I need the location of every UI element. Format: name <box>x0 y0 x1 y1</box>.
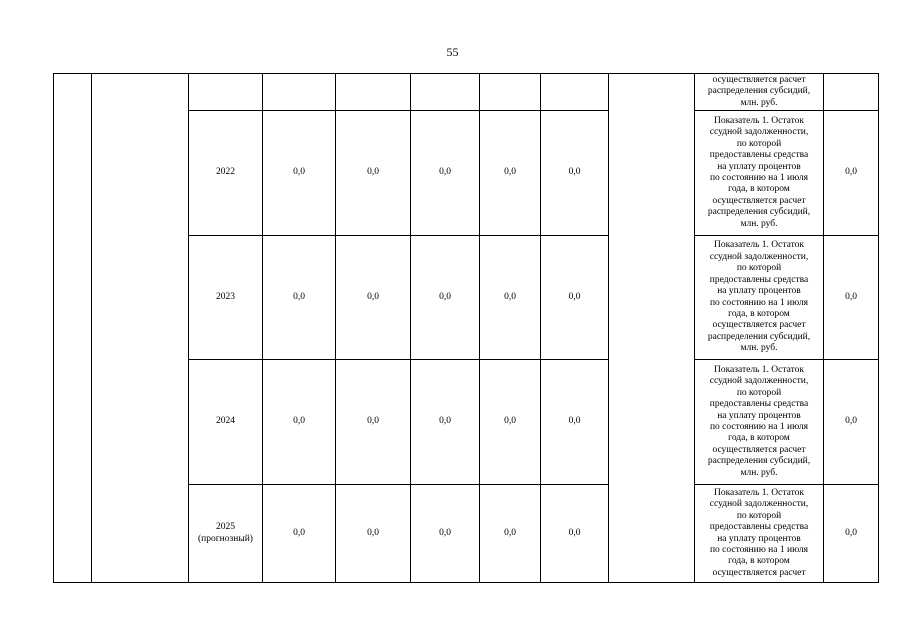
value-cell: 0,0 <box>480 111 541 236</box>
year-cell <box>189 111 263 236</box>
value-cell: 0,0 <box>336 485 411 583</box>
value-cell: 0,0 <box>541 485 609 583</box>
value-cell: 0,0 <box>336 111 411 236</box>
value-cell: 0,0 <box>411 485 480 583</box>
indicator-text: Показатель 1. Остаток ссудной задолженности, по которой предоставлены средства на уплату процентов по состоянию на 1 июля года, в котором осуществляется расчет распределения субсидий, млн. руб. <box>707 240 811 354</box>
value-cell: 0,0 <box>336 360 411 485</box>
number-column-cell <box>54 74 92 583</box>
value-cell: 0,0 <box>336 236 411 360</box>
year-cell <box>189 485 263 583</box>
value-cell <box>411 74 480 111</box>
value-cell <box>480 74 541 111</box>
indicator-value-cell: 0,0 <box>824 485 879 583</box>
year-label: 2022 <box>216 167 235 178</box>
year-cell <box>189 360 263 485</box>
table-row <box>54 74 879 111</box>
indicator-value-cell: 0,0 <box>824 360 879 485</box>
value-cell: 0,0 <box>411 111 480 236</box>
value-cell: 0,0 <box>263 236 336 360</box>
value-cell: 0,0 <box>411 360 480 485</box>
indicator-value-cell: 0,0 <box>824 236 879 360</box>
year-label: 2025 <box>216 522 235 533</box>
indicator-cell <box>695 74 824 111</box>
value-cell: 0,0 <box>541 111 609 236</box>
indicator-cell <box>695 485 824 583</box>
indicator-text: Показатель 1. Остаток ссудной задолженности, по которой предоставлены средства на уплату процентов по состоянию на 1 июля года, в котором осуществляется расчет распределения субсидий, млн. руб. <box>707 115 811 229</box>
value-cell: 0,0 <box>541 360 609 485</box>
value-cell <box>541 74 609 111</box>
value-cell: 0,0 <box>263 111 336 236</box>
indicator-text: Показатель 1. Остаток ссудной задолженности, по которой предоставлены средства на уплату процентов по состоянию на 1 июля года, в котором осуществляется расчет <box>709 487 809 578</box>
name-column-cell <box>92 74 189 583</box>
page-number: 55 <box>446 45 459 59</box>
value-cell: 0,0 <box>480 360 541 485</box>
year-label: 2024 <box>216 416 235 427</box>
indicator-value-cell <box>824 74 879 111</box>
value-cell: 0,0 <box>411 236 480 360</box>
indicator-cell <box>695 111 824 236</box>
indicator-text: осуществляется расчет распределения субсидий, млн. руб. <box>707 74 811 108</box>
responsible-column-cell <box>609 74 695 583</box>
value-cell <box>263 74 336 111</box>
indicator-cell <box>695 236 824 360</box>
data-table <box>53 73 879 583</box>
value-cell: 0,0 <box>480 485 541 583</box>
year-cell <box>189 236 263 360</box>
year-cell <box>189 74 263 111</box>
indicator-cell <box>695 360 824 485</box>
indicator-text: Показатель 1. Остаток ссудной задолженности, по которой предоставлены средства на уплату процентов по состоянию на 1 июля года, в котором осуществляется расчет распределения субсидий, млн. руб. <box>707 364 811 478</box>
value-cell: 0,0 <box>263 485 336 583</box>
year-label: 2023 <box>216 291 235 302</box>
value-cell: 0,0 <box>480 236 541 360</box>
value-cell: 0,0 <box>541 236 609 360</box>
value-cell: 0,0 <box>263 360 336 485</box>
value-cell <box>336 74 411 111</box>
indicator-value-cell: 0,0 <box>824 111 879 236</box>
year-note: (прогнозный) <box>198 533 253 544</box>
